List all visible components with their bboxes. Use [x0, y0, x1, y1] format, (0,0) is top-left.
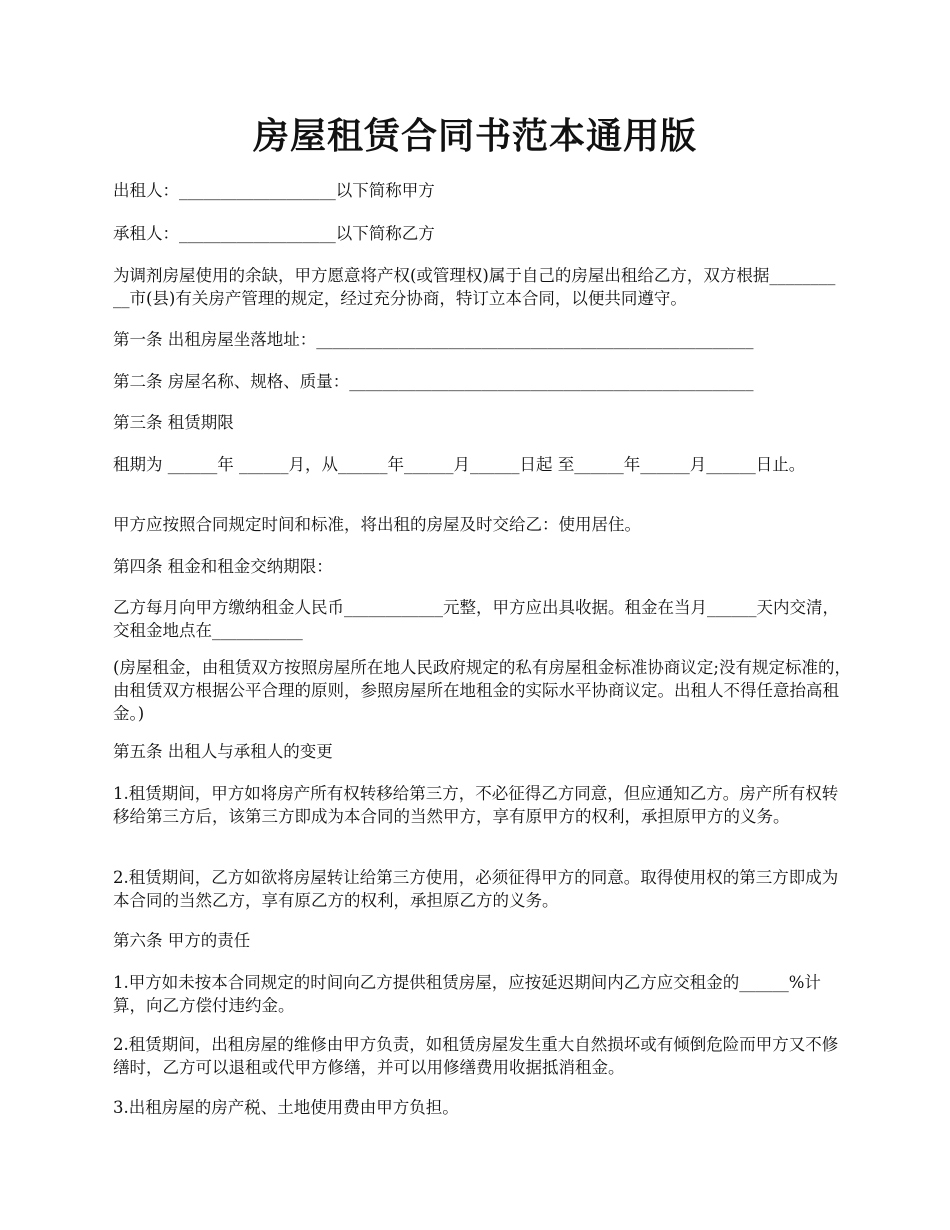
article-4-heading: 第四条 租金和租金交纳期限： [113, 557, 333, 576]
article-5-clause-1: 1.租赁期间，甲方如将房产所有权转移给第三方，不必征得乙方同意，但应通知乙方。房产所有权转移给第三方后，该第三方即成为本合同的当然甲方，享有原甲方的权利，承担原甲方的义务。 [113, 784, 839, 826]
article-3-heading: 第三条 租赁期限 [113, 413, 234, 432]
article-6-heading: 第六条 甲方的责任 [113, 931, 251, 950]
preamble-paragraph: 为调剂房屋使用的余缺，甲方愿意将产权(或管理权)属于自己的房屋出租给乙方，双方根据__________市(县)有关房产管理的规定，经过充分协商，特订立本合同，以便共同遵守。 [113, 266, 836, 308]
document-title: 房屋租赁合同书范本通用版 [252, 115, 697, 157]
lessor-line: 出租人：___________________以下简称甲方 [113, 181, 435, 200]
delivery-paragraph: 甲方应按照合同规定时间和标准，将出租的房屋及时交给乙：使用居住。 [113, 515, 641, 534]
article-5-heading: 第五条 出租人与承租人的变更 [113, 742, 333, 761]
article-6-clause-1: 1.甲方如未按本合同规定的时间向乙方提供租赁房屋，应按延迟期间内乙方应交租金的______%计算，向乙方偿付违约金。 [113, 973, 821, 1015]
article-6-clause-3: 3.出租房屋的房产税、土地使用费由甲方负担。 [113, 1098, 459, 1117]
rent-note-paragraph: (房屋租金，由租赁双方按照房屋所在地人民政府规定的私有房屋租金标准协商议定;没有规定标准的，由租赁双方根据公平合理的原则，参照房屋所在地租金的实际水平协商议定。出租人不得任意抬高租金。) [113, 658, 851, 723]
lease-term-paragraph: 租期为 ______年 ______月，从______年______月______日起 至______年______月______日止。 [113, 455, 806, 474]
article-2-specs: 第二条 房屋名称、规格、质量：_________________________________________________ [113, 372, 754, 391]
rent-payment-paragraph: 乙方每月向甲方缴纳租金人民币____________元整，甲方应出具收据。租金在当月______天内交清，交租金地点在___________ [113, 598, 839, 640]
article-5-clause-2: 2.租赁期间，乙方如欲将房屋转让给第三方使用，必须征得甲方的同意。取得使用权的第三方即成为本合同的当然乙方，享有原乙方的权利，承担原乙方的义务。 [113, 868, 839, 910]
article-1-address: 第一条 出租房屋坐落地址：_____________________________________________________ [113, 330, 754, 349]
lessee-line: 承租人：___________________以下简称乙方 [113, 224, 435, 243]
article-6-clause-2: 2.租赁期间，出租房屋的维修由甲方负责，如租赁房屋发生重大自然损坏或有倾倒危险而甲方又不修缮时，乙方可以退租或代甲方修缮，并可以用修缮费用收据抵消租金。 [113, 1035, 839, 1077]
